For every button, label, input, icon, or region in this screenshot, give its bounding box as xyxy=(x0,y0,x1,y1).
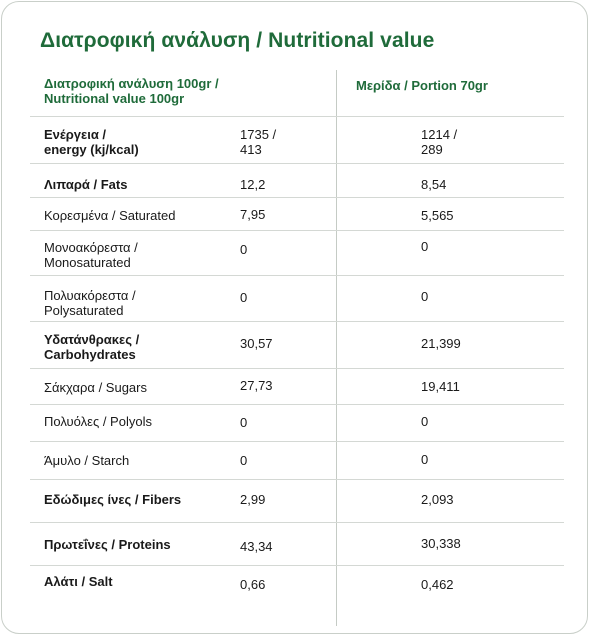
value-per-100g xyxy=(240,492,340,507)
value-per-portion-line1: 0 xyxy=(421,452,429,467)
row-label-line1: Εδώδιμες ίνες / Fibers xyxy=(44,492,182,507)
value-per-portion-line1: 5,565 xyxy=(421,208,454,223)
value-per-portion-line1: 2,093 xyxy=(421,492,454,507)
table-row xyxy=(30,368,564,404)
value-per-portion-line1: 1214 / xyxy=(421,127,458,142)
row-label xyxy=(44,177,234,192)
row-label xyxy=(44,240,234,270)
row-label xyxy=(44,208,234,223)
value-per-100g-line1: 7,95 xyxy=(240,207,266,222)
table-row xyxy=(30,275,564,321)
header-per-100g-line2: Nutritional value 100gr xyxy=(44,91,185,106)
value-per-100g xyxy=(240,415,340,430)
row-label-line1: Μονοακόρεστα / xyxy=(44,240,138,255)
value-per-100g xyxy=(240,453,340,468)
row-label xyxy=(44,332,234,362)
value-per-portion-line1: 0 xyxy=(421,239,429,254)
row-label-line1: Σάκχαρα / Sugars xyxy=(44,380,147,395)
value-per-portion-line2: 289 xyxy=(421,142,443,157)
header-portion: Μερίδα / Portion 70gr xyxy=(356,78,488,93)
value-per-100g xyxy=(240,539,340,554)
row-label xyxy=(44,537,234,552)
value-per-portion xyxy=(421,536,541,551)
row-label xyxy=(44,574,234,589)
value-per-portion xyxy=(421,577,541,592)
header-per-100g xyxy=(44,76,324,106)
value-per-100g xyxy=(240,242,340,257)
row-label xyxy=(44,492,234,507)
value-per-100g-line1: 0 xyxy=(240,290,248,305)
row-label-line2: Polysaturated xyxy=(44,303,124,318)
table-row xyxy=(30,441,564,479)
value-per-100g-line1: 0 xyxy=(240,415,248,430)
value-per-portion xyxy=(421,452,541,467)
value-per-100g-line1: 27,73 xyxy=(240,378,273,393)
row-label-line1: Αλάτι / Salt xyxy=(44,574,113,589)
value-per-portion xyxy=(421,127,541,157)
row-label xyxy=(44,414,234,429)
value-per-100g-line1: 0 xyxy=(240,453,248,468)
row-label xyxy=(44,453,234,468)
row-label-line1: Πολυόλες / Polyols xyxy=(44,414,152,429)
value-per-100g-line1: 0 xyxy=(240,242,248,257)
value-per-portion xyxy=(421,336,541,351)
nutrition-table xyxy=(30,116,564,595)
value-per-100g-line1: 1735 / xyxy=(240,127,277,142)
value-per-portion xyxy=(421,492,541,507)
value-per-portion-line1: 30,338 xyxy=(421,536,461,551)
table-row xyxy=(30,404,564,441)
value-per-portion-line1: 0 xyxy=(421,289,429,304)
value-per-100g-line1: 30,57 xyxy=(240,336,273,351)
table-row xyxy=(30,116,564,163)
header-per-100g-line1: Διατροφική ανάλυση 100gr / xyxy=(44,76,219,91)
value-per-portion xyxy=(421,239,541,254)
row-label xyxy=(44,380,234,395)
value-per-100g xyxy=(240,378,340,393)
table-row xyxy=(30,163,564,197)
value-per-100g xyxy=(240,127,340,157)
value-per-100g-line1: 0,66 xyxy=(240,577,266,592)
value-per-100g xyxy=(240,177,340,192)
row-label xyxy=(44,288,234,318)
row-label-line2: Monosaturated xyxy=(44,255,131,270)
row-label-line1: Πρωτεΐνες / Proteins xyxy=(44,537,171,552)
value-per-portion xyxy=(421,379,541,394)
page-title: Διατροφική ανάλυση / Nutritional value xyxy=(40,29,435,52)
table-row xyxy=(30,197,564,230)
table-row xyxy=(30,479,564,522)
table-row xyxy=(30,565,564,595)
value-per-100g xyxy=(240,207,340,222)
value-per-100g-line1: 2,99 xyxy=(240,492,266,507)
value-per-portion-line1: 19,411 xyxy=(421,379,460,394)
value-per-portion-line1: 8,54 xyxy=(421,177,447,192)
value-per-portion xyxy=(421,289,541,304)
value-per-100g-line2: 413 xyxy=(240,142,262,157)
row-label-line1: Άμυλο / Starch xyxy=(44,453,130,468)
value-per-portion xyxy=(421,208,541,223)
nutrition-card xyxy=(1,1,588,634)
value-per-100g xyxy=(240,290,340,305)
value-per-100g-line1: 12,2 xyxy=(240,177,266,192)
row-label xyxy=(44,127,234,157)
value-per-100g-line1: 43,34 xyxy=(240,539,273,554)
table-row xyxy=(30,522,564,565)
row-label-line1: Λιπαρά / Fats xyxy=(44,177,128,192)
row-label-line1: Ενέργεια / xyxy=(44,127,107,142)
value-per-portion-line1: 0,462 xyxy=(421,577,454,592)
table-row xyxy=(30,321,564,368)
value-per-portion xyxy=(421,177,541,192)
row-label-line1: Κορεσμένα / Saturated xyxy=(44,208,176,223)
value-per-100g xyxy=(240,336,340,351)
row-label-line1: Υδατάνθρακες / xyxy=(44,332,140,347)
value-per-100g xyxy=(240,577,340,592)
value-per-portion-line1: 21,399 xyxy=(421,336,461,351)
value-per-portion xyxy=(421,414,541,429)
table-row xyxy=(30,230,564,275)
value-per-portion-line1: 0 xyxy=(421,414,429,429)
row-label-line2: energy (kj/kcal) xyxy=(44,142,139,157)
row-label-line2: Carbohydrates xyxy=(44,347,136,362)
row-label-line1: Πολυακόρεστα / xyxy=(44,288,136,303)
